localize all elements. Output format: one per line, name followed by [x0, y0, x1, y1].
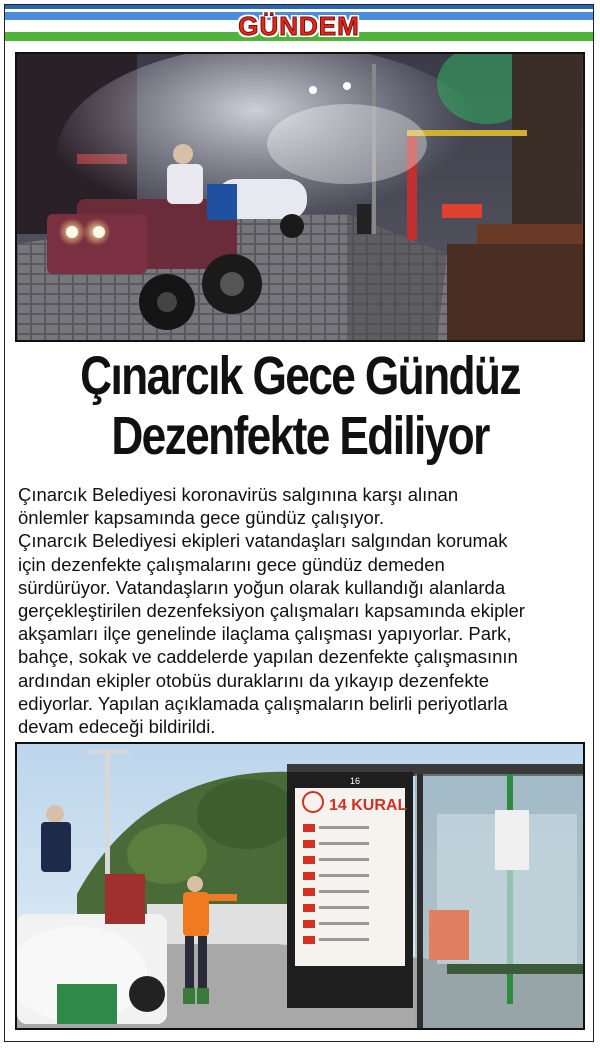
body-line: gerçekleştirilen dezenfeksiyon çalışmaları kapsamında ekipler — [18, 600, 525, 622]
body-line: Çınarcık Belediyesi koronavirüs salgınına karşı alınan — [18, 484, 459, 505]
body-line: önlemler kapsamında gece gündüz çalışıyor. — [18, 507, 385, 529]
poster-title: 14 KURAL — [329, 797, 408, 814]
body-line: için dezenfekte çalışmalarını gece gündüz demeden — [18, 553, 445, 575]
bus-stop-illustration — [17, 744, 583, 1028]
body-line: Çınarcık Belediyesi ekipleri vatandaşları salgından korumak — [18, 530, 508, 552]
photo-night-disinfection — [15, 52, 585, 342]
night-scene-illustration — [17, 54, 583, 340]
poster-number: 16 — [350, 776, 361, 786]
body-line: sürdürüyor. Vatandaşların yoğun olarak kullandığı alanlarda — [18, 576, 506, 598]
section-title — [5, 11, 593, 41]
photo-bus-stop-disinfection — [15, 742, 585, 1030]
body-line: ardından ekipler otobüs duraklarını da yıkayıp dezenfekte — [18, 669, 490, 691]
section-header — [5, 5, 593, 43]
body-line: devam edeceği bildirildi. — [18, 716, 216, 738]
headline — [10, 346, 590, 466]
headline-line-1: Çınarcık Gece Gündüz — [80, 346, 520, 406]
body-line: akşamları ilçe genelinde ilaçlama çalışması yapıyorlar. Park, — [18, 623, 512, 645]
article-body — [18, 483, 588, 738]
body-line: bahçe, sokak ve caddelerde yapılan dezenfekte çalışmasının — [18, 646, 518, 668]
body-line: ediyorlar. Yapılan açıklamada çalışmaların belirli periyotlarla — [18, 692, 508, 714]
headline-line-2: Dezenfekte Ediliyor — [111, 406, 489, 466]
section-title-text: GÜNDEM — [238, 11, 360, 41]
